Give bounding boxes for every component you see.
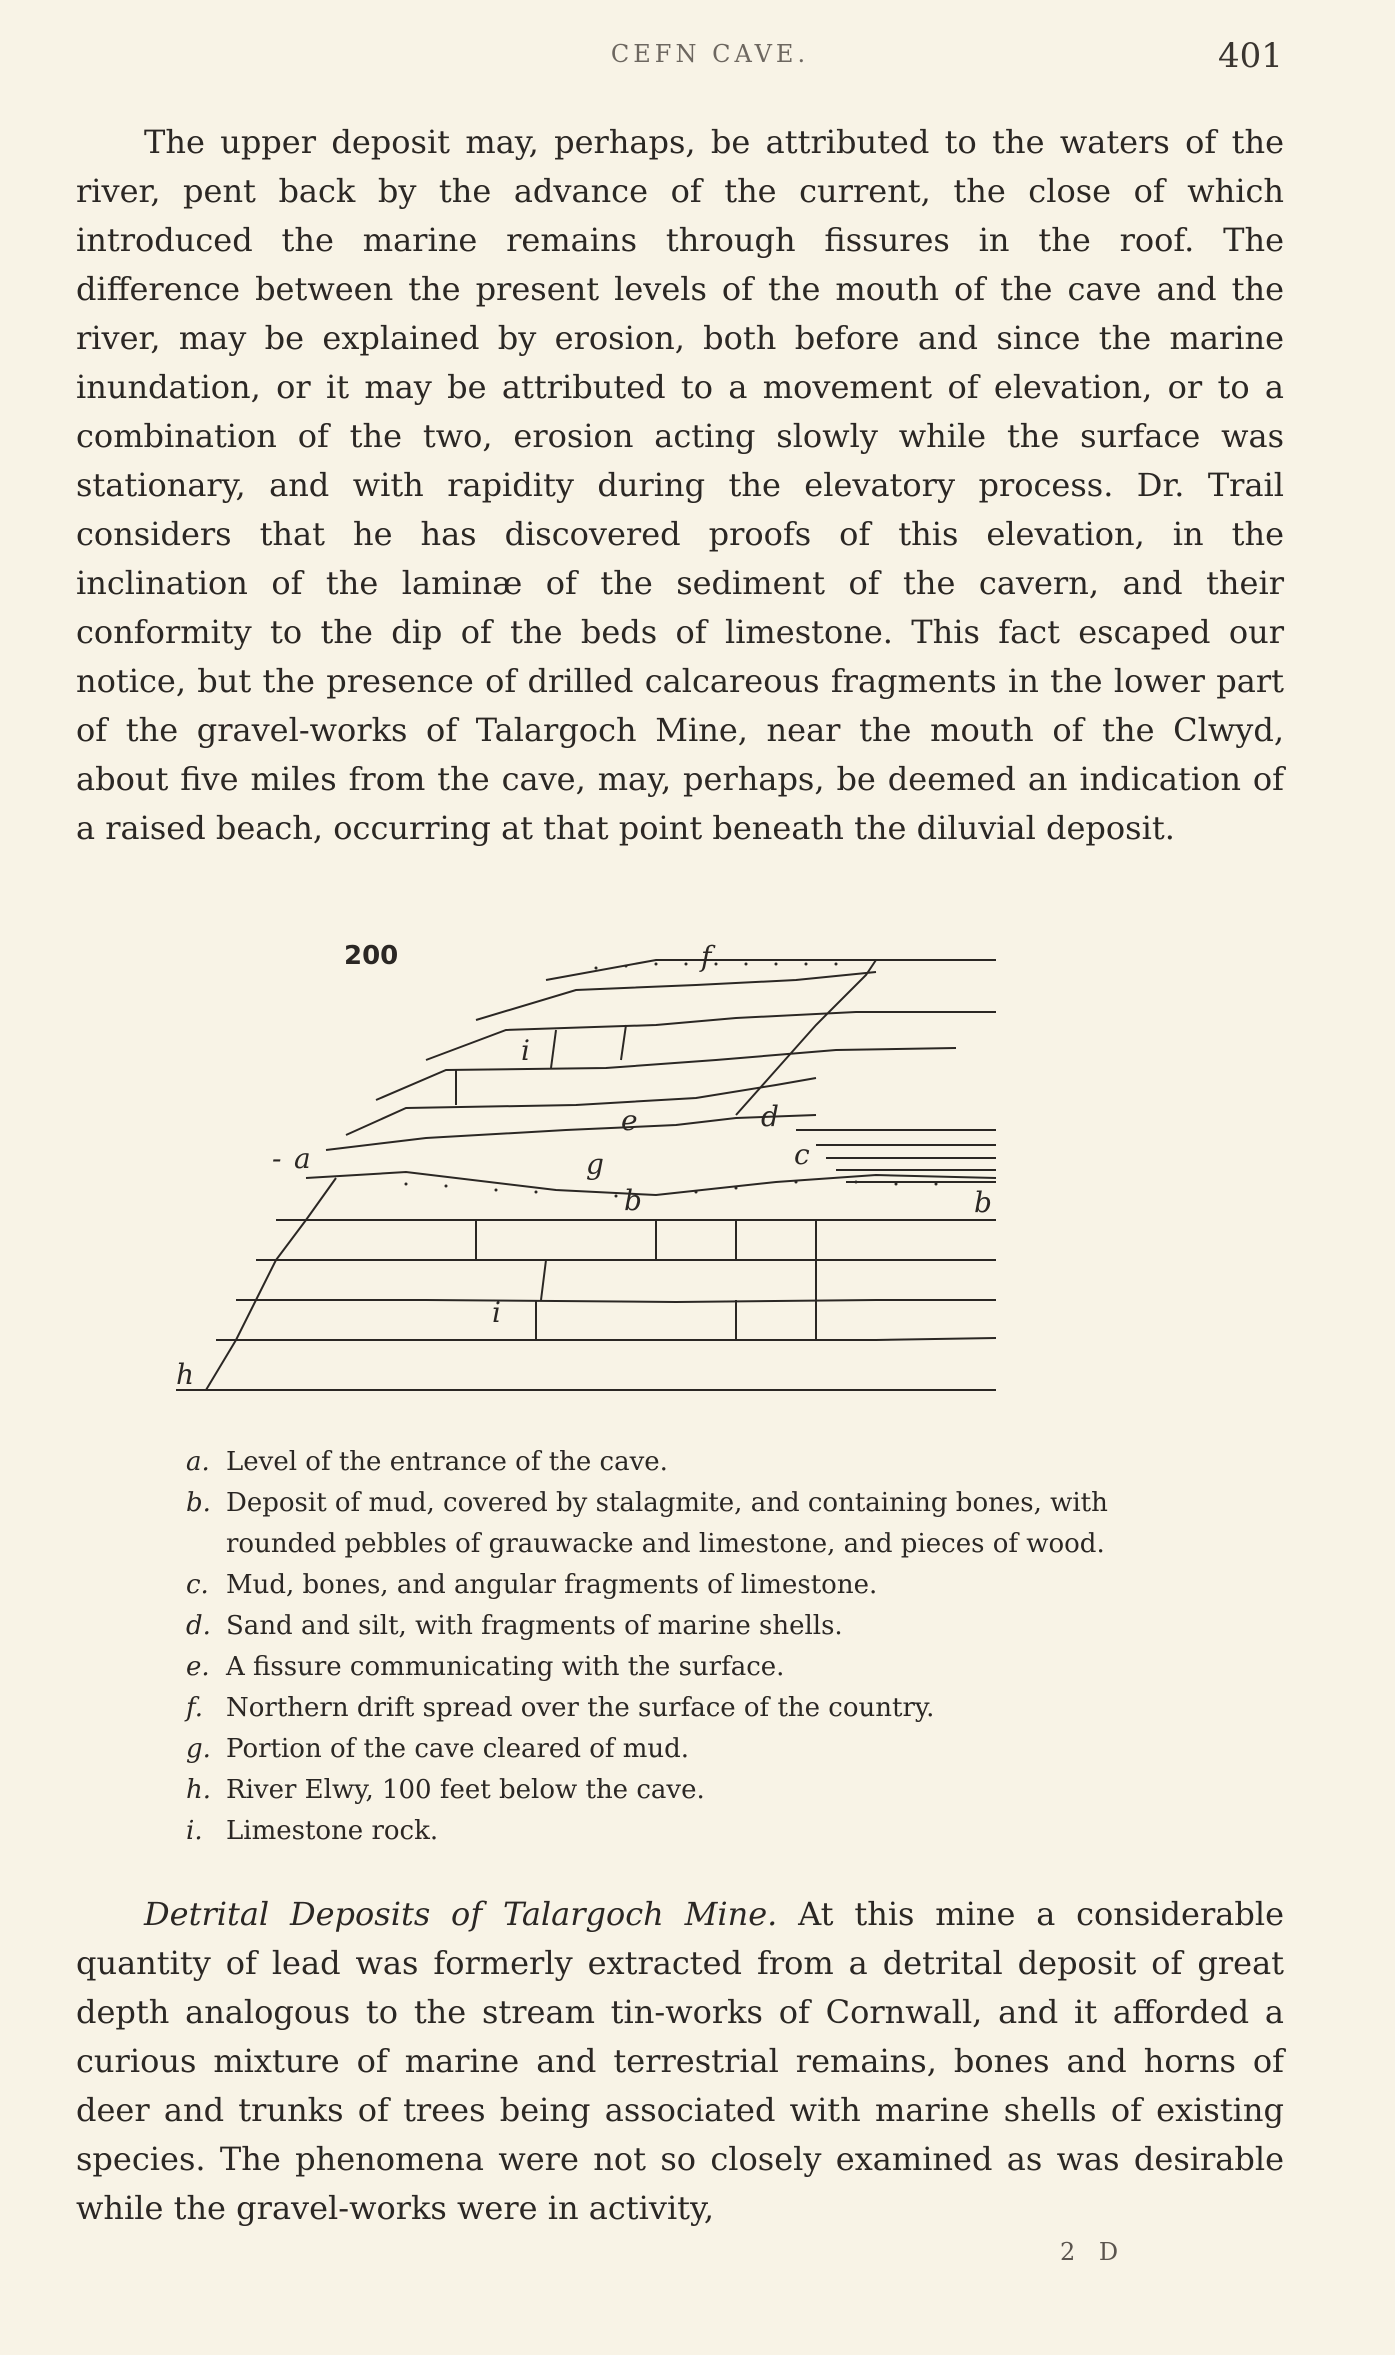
upper-stratum-3 [426, 1012, 996, 1060]
legend-key: e. [186, 1652, 210, 1682]
legend-item-d [186, 1606, 1296, 1647]
legend-text: Mud, bones, and angular fragments of limestone. [226, 1570, 878, 1600]
label-i-upper: i [521, 1034, 530, 1067]
cave-roof [326, 1115, 816, 1150]
label-d: d [761, 1100, 779, 1133]
legend-key: g. [186, 1734, 211, 1764]
legend-key: i. [186, 1816, 203, 1846]
legend-key: f. [186, 1693, 203, 1723]
legend-item-g [186, 1729, 1296, 1770]
legend-item-a [186, 1442, 1296, 1483]
legend-item-i [186, 1811, 1296, 1852]
legend-item-f [186, 1688, 1296, 1729]
legend-text: Northern drift spread over the surface of the country. [226, 1693, 935, 1723]
cave-floor-b [306, 1172, 996, 1195]
label-b-left: b [624, 1184, 642, 1217]
label-dash: - [272, 1142, 282, 1175]
page-number: 401 [1218, 36, 1283, 76]
lower-slope [206, 1178, 336, 1390]
cave-section-figure [176, 920, 1196, 1420]
label-b-right: b [974, 1186, 992, 1219]
paragraph-upper-deposit: The upper deposit may, perhaps, be attributed to the waters of the river, pent back by the advance of the current, the close of which introduced the marine remains through fissures in the roof. The difference between the present levels of the mouth of the cave and the river, may be explained by erosion, both before and since the marine inundation, or it may be attributed to a movement of elevation, or to a combination of the two, erosion acting slowly while the surface was stationary, and with rapidity during the elevatory process. Dr. Trail considers that he has discovered proofs of this elevation, in the inclination of the laminæ of the sediment of the cavern, and their conformity to the dip of the beds of limestone. This fact escaped our notice, but the presence of drilled calcareous fragments in the lower part of the gravel-works of Talargoch Mine, near the mouth of the Clwyd, about five miles from the cave, may, perhaps, be deemed an indication of a raised beach, occurring at that point beneath the diluvial deposit. [76, 123, 1284, 847]
paragraph-talargoch [76, 1890, 1284, 2233]
label-g: g [586, 1148, 604, 1181]
legend-text: River Elwy, 100 feet below the cave. [226, 1775, 705, 1805]
label-f: f [701, 940, 712, 973]
signature-mark: 2 D [1060, 2238, 1127, 2266]
label-h: h [176, 1358, 195, 1391]
label-c: c [794, 1138, 810, 1171]
legend-text: Level of the entrance of the cave. [226, 1447, 668, 1477]
legend-key: c. [186, 1570, 209, 1600]
figure-legend [186, 1442, 1296, 1852]
upper-stratum-5 [346, 1078, 816, 1135]
legend-item-e [186, 1647, 1296, 1688]
joint-2 [551, 1030, 556, 1068]
cave-section-diagram [176, 920, 1196, 1420]
legend-key: h. [186, 1775, 212, 1805]
legend-item-h [186, 1770, 1296, 1811]
label-e: e [621, 1104, 638, 1137]
legend-key: b. [186, 1488, 211, 1518]
legend-text: Portion of the cave cleared of mud. [226, 1734, 690, 1764]
legend-text: A fissure communicating with the surface. [226, 1652, 785, 1682]
lower-stratum-4 [216, 1338, 996, 1340]
legend-key: d. [186, 1611, 211, 1641]
label-a: a [294, 1142, 311, 1175]
running-head: CEFN CAVE. [610, 40, 810, 68]
legend-item-b-continuation: rounded pebbles of grauwacke and limestone, and pieces of wood. [226, 1529, 1105, 1559]
joint-3 [621, 1025, 626, 1060]
upper-stratum-2 [476, 972, 876, 1020]
upper-stratum-1 [546, 960, 996, 980]
paragraph-body: At this mine a considerable quantity of lead was formerly extracted from a detrital deposit of great depth analogous to the stream tin-works of Cornwall, and it afforded a curious mixture of marine and terrestrial remains, bones and horns of deer and trunks of trees being associated with marine shells of existing species. The phenomena were not so closely examined as was desirable while the gravel-works were in activity, [76, 1895, 1285, 2227]
legend-item-b [186, 1483, 1296, 1524]
fissure-e [736, 960, 876, 1115]
legend-item-c [186, 1565, 1296, 1606]
section-heading: Detrital Deposits of Talargoch Mine. [144, 1895, 778, 1933]
lower-stratum-3 [236, 1300, 996, 1302]
legend-text: Sand and silt, with fragments of marine shells. [226, 1611, 843, 1641]
legend-text: Limestone rock. [226, 1816, 439, 1846]
label-i-lower: i [492, 1296, 501, 1329]
scale-label-200: 200 [344, 941, 399, 971]
legend-text: Deposit of mud, covered by stalagmite, and containing bones, with [226, 1488, 1108, 1518]
upper-stratum-4 [376, 1048, 956, 1100]
joint-5 [541, 1260, 546, 1300]
legend-key: a. [186, 1447, 210, 1477]
